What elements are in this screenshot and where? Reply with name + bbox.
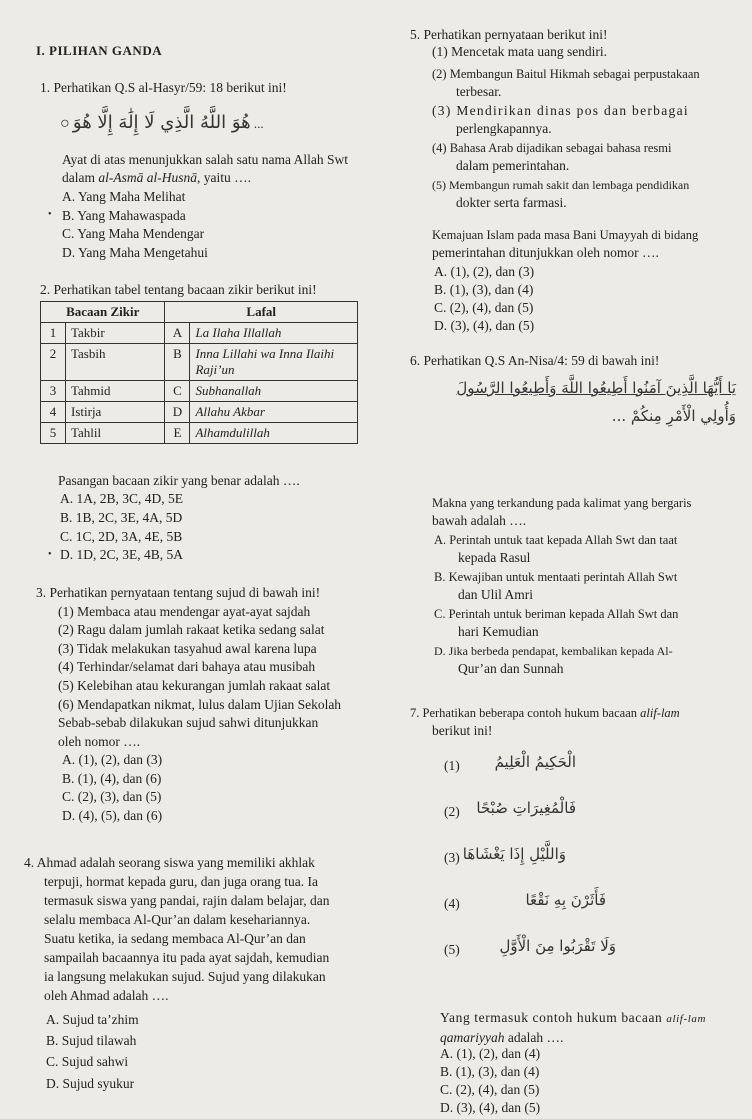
row-number: 1 — [41, 323, 66, 344]
q7-stem-line2: berikut ini! — [432, 723, 493, 738]
zikir-table — [40, 301, 358, 444]
row-number: 5 — [41, 423, 66, 444]
q6-option-c[interactable]: C. Perintah untuk beriman kepada Allah Swt dan — [434, 607, 679, 621]
q1-line2-a: dalam — [62, 170, 99, 185]
q5-statement-cont: perlengkapannya. — [456, 121, 552, 136]
q4-option-a[interactable]: A. Sujud ta’zhim — [46, 1012, 139, 1027]
row-zikir: Tahlil — [66, 423, 165, 444]
q7-line1 — [440, 1010, 706, 1027]
q3-statement: (1) Membaca atau mendengar ayat-ayat sajdah — [58, 604, 311, 619]
q3-statement: (3) Tidak melakukan tasyahud awal karena lupa — [58, 641, 317, 656]
section-title: I. PILIHAN GANDA — [36, 43, 163, 58]
q5-statement-cont: dokter serta farmasi. — [456, 195, 567, 210]
q6-line1: Makna yang terkandung pada kalimat yang bergaris — [432, 496, 692, 510]
q2-option-c[interactable]: C. 1C, 2D, 3A, 4E, 5B — [60, 529, 183, 544]
q7-option-b[interactable]: B. (1), (3), dan (4) — [440, 1064, 540, 1079]
q7-item-number: (4) — [444, 896, 460, 911]
q5-statement-cont: terbesar. — [456, 84, 502, 99]
q7-line2-b: adalah …. — [504, 1030, 564, 1045]
row-zikir: Tahmid — [66, 381, 165, 402]
ayah-end-icon: ○ — [60, 115, 70, 132]
q2-option-a[interactable]: A. 1A, 2B, 3C, 4D, 5E — [60, 491, 184, 506]
q7-item-number: (5) — [444, 942, 460, 957]
q5-option-d[interactable]: D. (3), (4), dan (5) — [434, 318, 535, 333]
row-number: 3 — [41, 381, 66, 402]
table-row — [41, 323, 358, 344]
row-lafal: Inna Lillahi wa Inna Ilaihi Raji’un — [190, 344, 358, 381]
q3-stem: 3. Perhatikan pernyataan tentang sujud di bawah ini! — [36, 585, 321, 600]
q7-stem — [410, 705, 680, 721]
q6-option-d[interactable]: D. Jika berbeda pendapat, kembalikan kepada Al- — [434, 644, 673, 658]
q2-option-d[interactable]: D. 1D, 2C, 3E, 4B, 5A — [60, 547, 184, 562]
q7-option-a[interactable]: A. (1), (2), dan (4) — [440, 1046, 541, 1061]
row-number: 2 — [41, 344, 66, 381]
q7-stem-a: 7. Perhatikan beberapa contoh hukum bacaan — [410, 706, 641, 720]
q3-statement: (5) Kelebihan atau kekurangan jumlah rakaat salat — [58, 678, 331, 693]
q7-item-number: (3) — [444, 850, 460, 865]
q3-option-a[interactable]: A. (1), (2), dan (3) — [62, 752, 163, 767]
header-lafal: Lafal — [165, 302, 358, 323]
q6-arabic-line1: يَا أَيُّهَا الَّذِينَ آمَنُوا أَطِيعُوا اللَّهَ وَأَطِيعُوا الرَّسُولَ — [456, 379, 736, 397]
row-letter: D — [165, 402, 190, 423]
row-letter: E — [165, 423, 190, 444]
q4-line: Suatu ketika, ia sedang membaca Al-Qur’an dan — [44, 931, 306, 946]
q7-option-c[interactable]: C. (2), (4), dan (5) — [440, 1082, 540, 1097]
q7-item-number: (1) — [444, 758, 460, 773]
q6-line2: bawah adalah …. — [432, 513, 527, 528]
row-zikir: Istirja — [66, 402, 165, 423]
q1-line2-c: , yaitu …. — [197, 170, 251, 185]
q6-option-b-cont: dan Ulil Amri — [458, 587, 533, 602]
q7-item-arabic: فَالْمُغِيرَاتِ صُبْحًا — [476, 799, 576, 817]
q1-line2-term: al-Asmā al-Husnā — [98, 170, 197, 185]
q4-option-d[interactable]: D. Sujud syukur — [46, 1076, 135, 1091]
q4-option-c[interactable]: C. Sujud sahwi — [46, 1054, 129, 1069]
q3-statement: (2) Ragu dalam jumlah rakaat ketika sedang salat — [58, 622, 325, 637]
q1-arabic-verse — [60, 112, 280, 133]
q5-stem: 5. Perhatikan pernyataan berikut ini! — [410, 27, 608, 42]
q4-line: selalu membaca Al-Qur’an dalam kesehariannya. — [44, 912, 311, 927]
q7-line1-term: alif-lam — [666, 1013, 707, 1025]
q5-line1: Kemajuan Islam pada masa Bani Umayyah di bidang — [432, 228, 699, 242]
q3-option-d[interactable]: D. (4), (5), dan (6) — [62, 808, 163, 823]
header-bacaan-zikir: Bacaan Zikir — [41, 302, 165, 323]
q1-option-b[interactable]: B. Yang Mahawaspada — [62, 208, 186, 223]
q4-option-b[interactable]: B. Sujud tilawah — [46, 1033, 137, 1048]
q5-statement: (3) Mendirikan dinas pos dan berbagai — [432, 103, 689, 118]
q5-statement: (4) Bahasa Arab dijadikan sebagai bahasa resmi — [432, 141, 672, 155]
table-row — [41, 381, 358, 402]
q7-item-arabic: الْحَكِيمُ الْعَلِيمُ — [494, 753, 576, 771]
q1-arabic-text: هُوَ اللَّهُ الَّذِي لَا إِلَٰهَ إِلَّا هُوَ — [72, 112, 251, 133]
q4-line: terpuji, hormat kepada guru, dan juga orang tua. Ia — [44, 874, 319, 889]
q3-option-b[interactable]: B. (1), (4), dan (6) — [62, 771, 162, 786]
q3-statement: (4) Terhindar/selamat dari bahaya atau musibah — [58, 659, 316, 674]
q1-option-c[interactable]: C. Yang Maha Mendengar — [62, 226, 205, 241]
q1-arabic-prefix: ... — [253, 116, 264, 131]
q7-item-arabic: وَاللَّيْلِ إِذَا يَغْشَاهَا — [462, 845, 566, 863]
q2-question: Pasangan bacaan zikir yang benar adalah …. — [58, 473, 300, 488]
q6-option-a[interactable]: A. Perintah untuk taat kepada Allah Swt dan taat — [434, 533, 678, 547]
q7-item-arabic: فَأَثَرْنَ بِهِ نَقْعًا — [525, 891, 606, 909]
q6-stem: 6. Perhatikan Q.S An-Nisa/4: 59 di bawah ini! — [410, 353, 660, 368]
q5-option-a[interactable]: A. (1), (2), dan (3) — [434, 264, 535, 279]
q6-option-b[interactable]: B. Kewajiban untuk mentaati perintah Allah Swt — [434, 570, 678, 584]
q6-option-a-cont: kepada Rasul — [458, 550, 531, 565]
q1-line2 — [62, 170, 251, 186]
q7-stem-term: alif-lam — [640, 706, 680, 720]
q7-line2-term: qamariyyah — [440, 1030, 505, 1045]
q3-line1: Sebab-sebab dilakukan sujud sahwi ditunjukkan — [58, 715, 319, 730]
q6-option-d-cont: Qur’an dan Sunnah — [458, 661, 564, 676]
row-letter: A — [165, 323, 190, 344]
q1-option-a[interactable]: A. Yang Maha Melihat — [62, 189, 186, 204]
table-row — [41, 423, 358, 444]
q7-line2 — [440, 1030, 563, 1046]
row-letter: B — [165, 344, 190, 381]
q6-arabic-line2: وَأُولِي الْأَمْرِ مِنكُمْ ... — [611, 407, 736, 425]
q7-line1-a: Yang termasuk contoh hukum bacaan — [440, 1010, 667, 1025]
q2-option-b[interactable]: B. 1B, 2C, 3E, 4A, 5D — [60, 510, 183, 525]
row-zikir: Takbir — [66, 323, 165, 344]
q5-statement: (5) Membangun rumah sakit dan lembaga pendidikan — [432, 178, 690, 192]
q4-line: sampailah bacaannya itu pada ayat sajdah, kemudian — [44, 950, 330, 965]
row-zikir: Tasbih — [66, 344, 165, 381]
q7-item-number: (2) — [444, 804, 460, 819]
q5-statement: (2) Membangun Baitul Hikmah sebagai perpustakaan — [432, 67, 700, 81]
row-lafal: La Ilaha Illallah — [190, 323, 358, 344]
row-lafal: Allahu Akbar — [190, 402, 358, 423]
q7-item-arabic: وَلَا تَقْرَبُوا مِنَ الْأَوَّلِ — [499, 937, 616, 955]
row-lafal: Subhanallah — [190, 381, 358, 402]
row-lafal: Alhamdulillah — [190, 423, 358, 444]
q1-stem: 1. Perhatikan Q.S al-Hasyr/59: 18 berikut ini! — [40, 80, 287, 95]
q5-option-b[interactable]: B. (1), (3), dan (4) — [434, 282, 534, 297]
q4-line: oleh Ahmad adalah …. — [44, 988, 169, 1003]
table-row — [41, 344, 358, 381]
q4-line: termasuk siswa yang pandai, rajin dalam belajar, dan — [44, 893, 330, 908]
q1-line1: Ayat di atas menunjukkan salah satu nama Allah Swt — [62, 152, 348, 167]
row-number: 4 — [41, 402, 66, 423]
q3-line2: oleh nomor …. — [58, 734, 141, 749]
row-letter: C — [165, 381, 190, 402]
q7-option-d[interactable]: D. (3), (4), dan (5) — [440, 1100, 541, 1115]
q6-option-c-cont: hari Kemudian — [458, 624, 539, 639]
q5-option-c[interactable]: C. (2), (4), dan (5) — [434, 300, 534, 315]
q5-line2: pemerintahan ditunjukkan oleh nomor …. — [432, 245, 659, 260]
q1-option-d[interactable]: D. Yang Maha Mengetahui — [62, 245, 208, 260]
answer-mark-icon: • — [48, 209, 52, 220]
table-header-row — [41, 302, 358, 323]
table-row — [41, 402, 358, 423]
q5-statement-cont: dalam pemerintahan. — [456, 158, 570, 173]
q4-line: 4. Ahmad adalah seorang siswa yang memiliki akhlak — [24, 855, 315, 870]
answer-mark-icon: • — [48, 549, 52, 560]
q2-stem: 2. Perhatikan tabel tentang bacaan zikir berikut ini! — [40, 282, 317, 297]
q3-statement: (6) Mendapatkan nikmat, lulus dalam Ujian Sekolah — [58, 697, 342, 712]
q5-statement: (1) Mencetak mata uang sendiri. — [432, 44, 608, 59]
q3-option-c[interactable]: C. (2), (3), dan (5) — [62, 789, 162, 804]
q4-line: ia langsung melakukan sujud. Sujud yang dilakukan — [44, 969, 326, 984]
